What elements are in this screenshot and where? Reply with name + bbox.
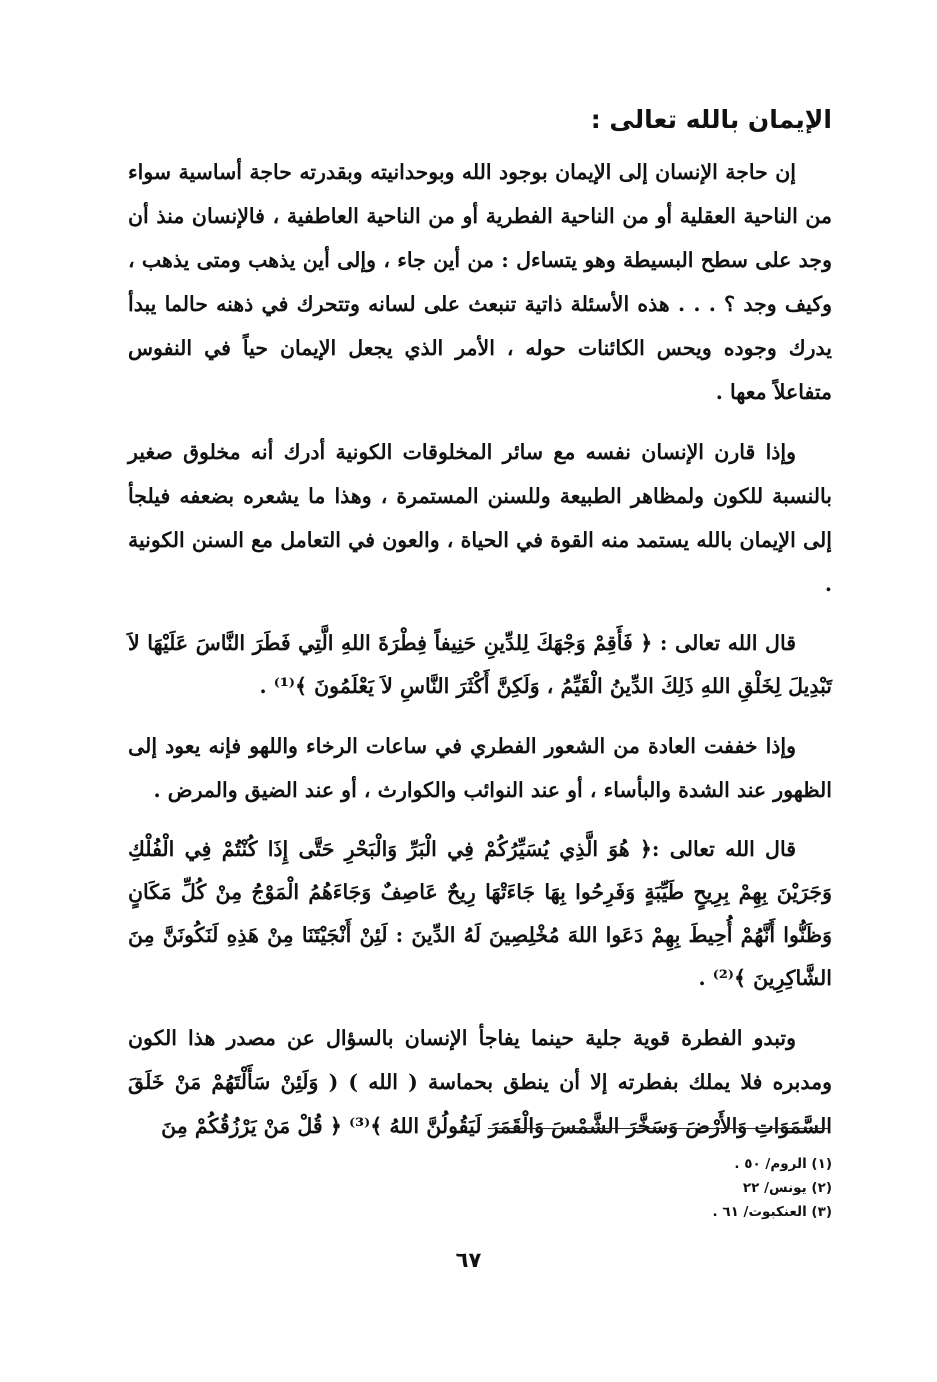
paragraph-fitra-creator: وتبدو الفطرة قوية جلية حينما يفاجأ الإنسان بالسؤال عن مصدر هذا الكون ومدبره فلا يملك بفطرته إلا أن ينطق بحماسة ( الله ) ( وَلَئِنْ سَأَلْتَهُمْ مَنْ خَلَقَ السَّمَوَاتِ وَالأَرْضَ وَسَخَّرَ الشَّمْسَ وَالْقَمَرَ لَيَقُولُنَّ اللهُ ﴾⁽³⁾ ﴿ قُلْ مَنْ يَرْزُقُكُمْ مِنَ	[128, 1026, 832, 1138]
footnote-2: (٢) يونس/ ٢٢	[742, 1180, 832, 1196]
paragraph-hardship-instinct: وإذا خففت العادة من الشعور الفطري في ساعات الرخاء واللهو فإنه يعود إلى الظهور عند الشدة والبأساء ، أو عند النوائب والكوارث ، أو عند الضيق والمرض .	[128, 734, 832, 802]
footnote-1: (١) الروم/ ٥٠ .	[734, 1156, 832, 1172]
page-number: ٦٧	[455, 1248, 482, 1272]
body-text	[128, 150, 832, 1164]
paragraph-quran-quote-rum: قال الله تعالى : ﴿ فَأَقِمْ وَجْهَكَ لِلدِّينِ حَنِيفاً فِطْرَةَ اللهِ الَّتِي فَطَرَ النَّاسَ عَلَيْهَا لاَ تَبْدِيلَ لِخَلْقِ اللهِ ذَلِكَ الدِّينُ الْقَيِّمُ ، وَلَكِنَّ أَكْثَرَ النَّاسِ لاَ يَعْلَمُونَ ﴾⁽¹⁾ .	[128, 631, 832, 698]
paragraph-quran-quote-yunus: قال الله تعالى :﴿ هُوَ الَّذِي يُسَيِّرُكُمْ فِي الْبَرِّ وَالْبَحْرِ حَتَّى إِذَا كُنْتُمْ فِي الْفُلْكِ وَجَرَيْنَ بِهِمْ بِرِيحٍ طَيِّبَةٍ وَفَرِحُوا بِهَا جَاءَتْهَا رِيحٌ عَاصِفٌ وَجَاءَهُمُ الْمَوْجُ مِنْ كُلِّ مَكَانٍ وَظَنُّوا أَنَّهُمْ أُحِيطَ بِهِمْ دَعَوا اللهَ مُخْلِصِينَ لَهُ الدِّينَ : لَئِنْ أَنْجَيْتَنَا مِنْ هَذِهِ لَنَكُونَنَّ مِنَ الشَّاكِرِينَ ﴾⁽²⁾ .	[128, 837, 832, 990]
footnote-divider	[488, 1128, 828, 1129]
paragraph-human-need-for-faith: إن حاجة الإنسان إلى الإيمان بوجود الله وبوحدانيته وبقدرته حاجة أساسية سواء من الناحية العقلية أو من الناحية الفطرية أو من الناحية العاطفية ، فالإنسان منذ أن وجد على سطح البسيطة وهو يتساءل : من أين جاء ، وإلى أين يذهب ومتى يذهب ، وكيف وجد ؟ . . . هذه الأسئلة ذاتية تنبعث على لسانه وتتحرك في ذهنه حالما يبدأ يدرك وجوده ويحس الكائنات حوله ، الأمر الذي يجعل الإيمان حياً في النفوس متفاعلاً معها .	[128, 160, 832, 404]
footnote-3: (٣) العنكبوت/ ٦١ .	[712, 1204, 832, 1220]
footnotes	[400, 1152, 832, 1224]
section-heading: الإيمان بالله تعالى :	[590, 105, 832, 134]
paragraph-human-weakness: وإذا قارن الإنسان نفسه مع سائر المخلوقات الكونية أدرك أنه مخلوق صغير بالنسبة للكون ولمظاهر الطبيعة وللسنن المستمرة ، وهذا ما يشعره بضعفه فيلجأ إلى الإيمان بالله يستمد منه القوة في الحياة ، والعون في التعامل مع السنن الكونية .	[128, 440, 832, 596]
